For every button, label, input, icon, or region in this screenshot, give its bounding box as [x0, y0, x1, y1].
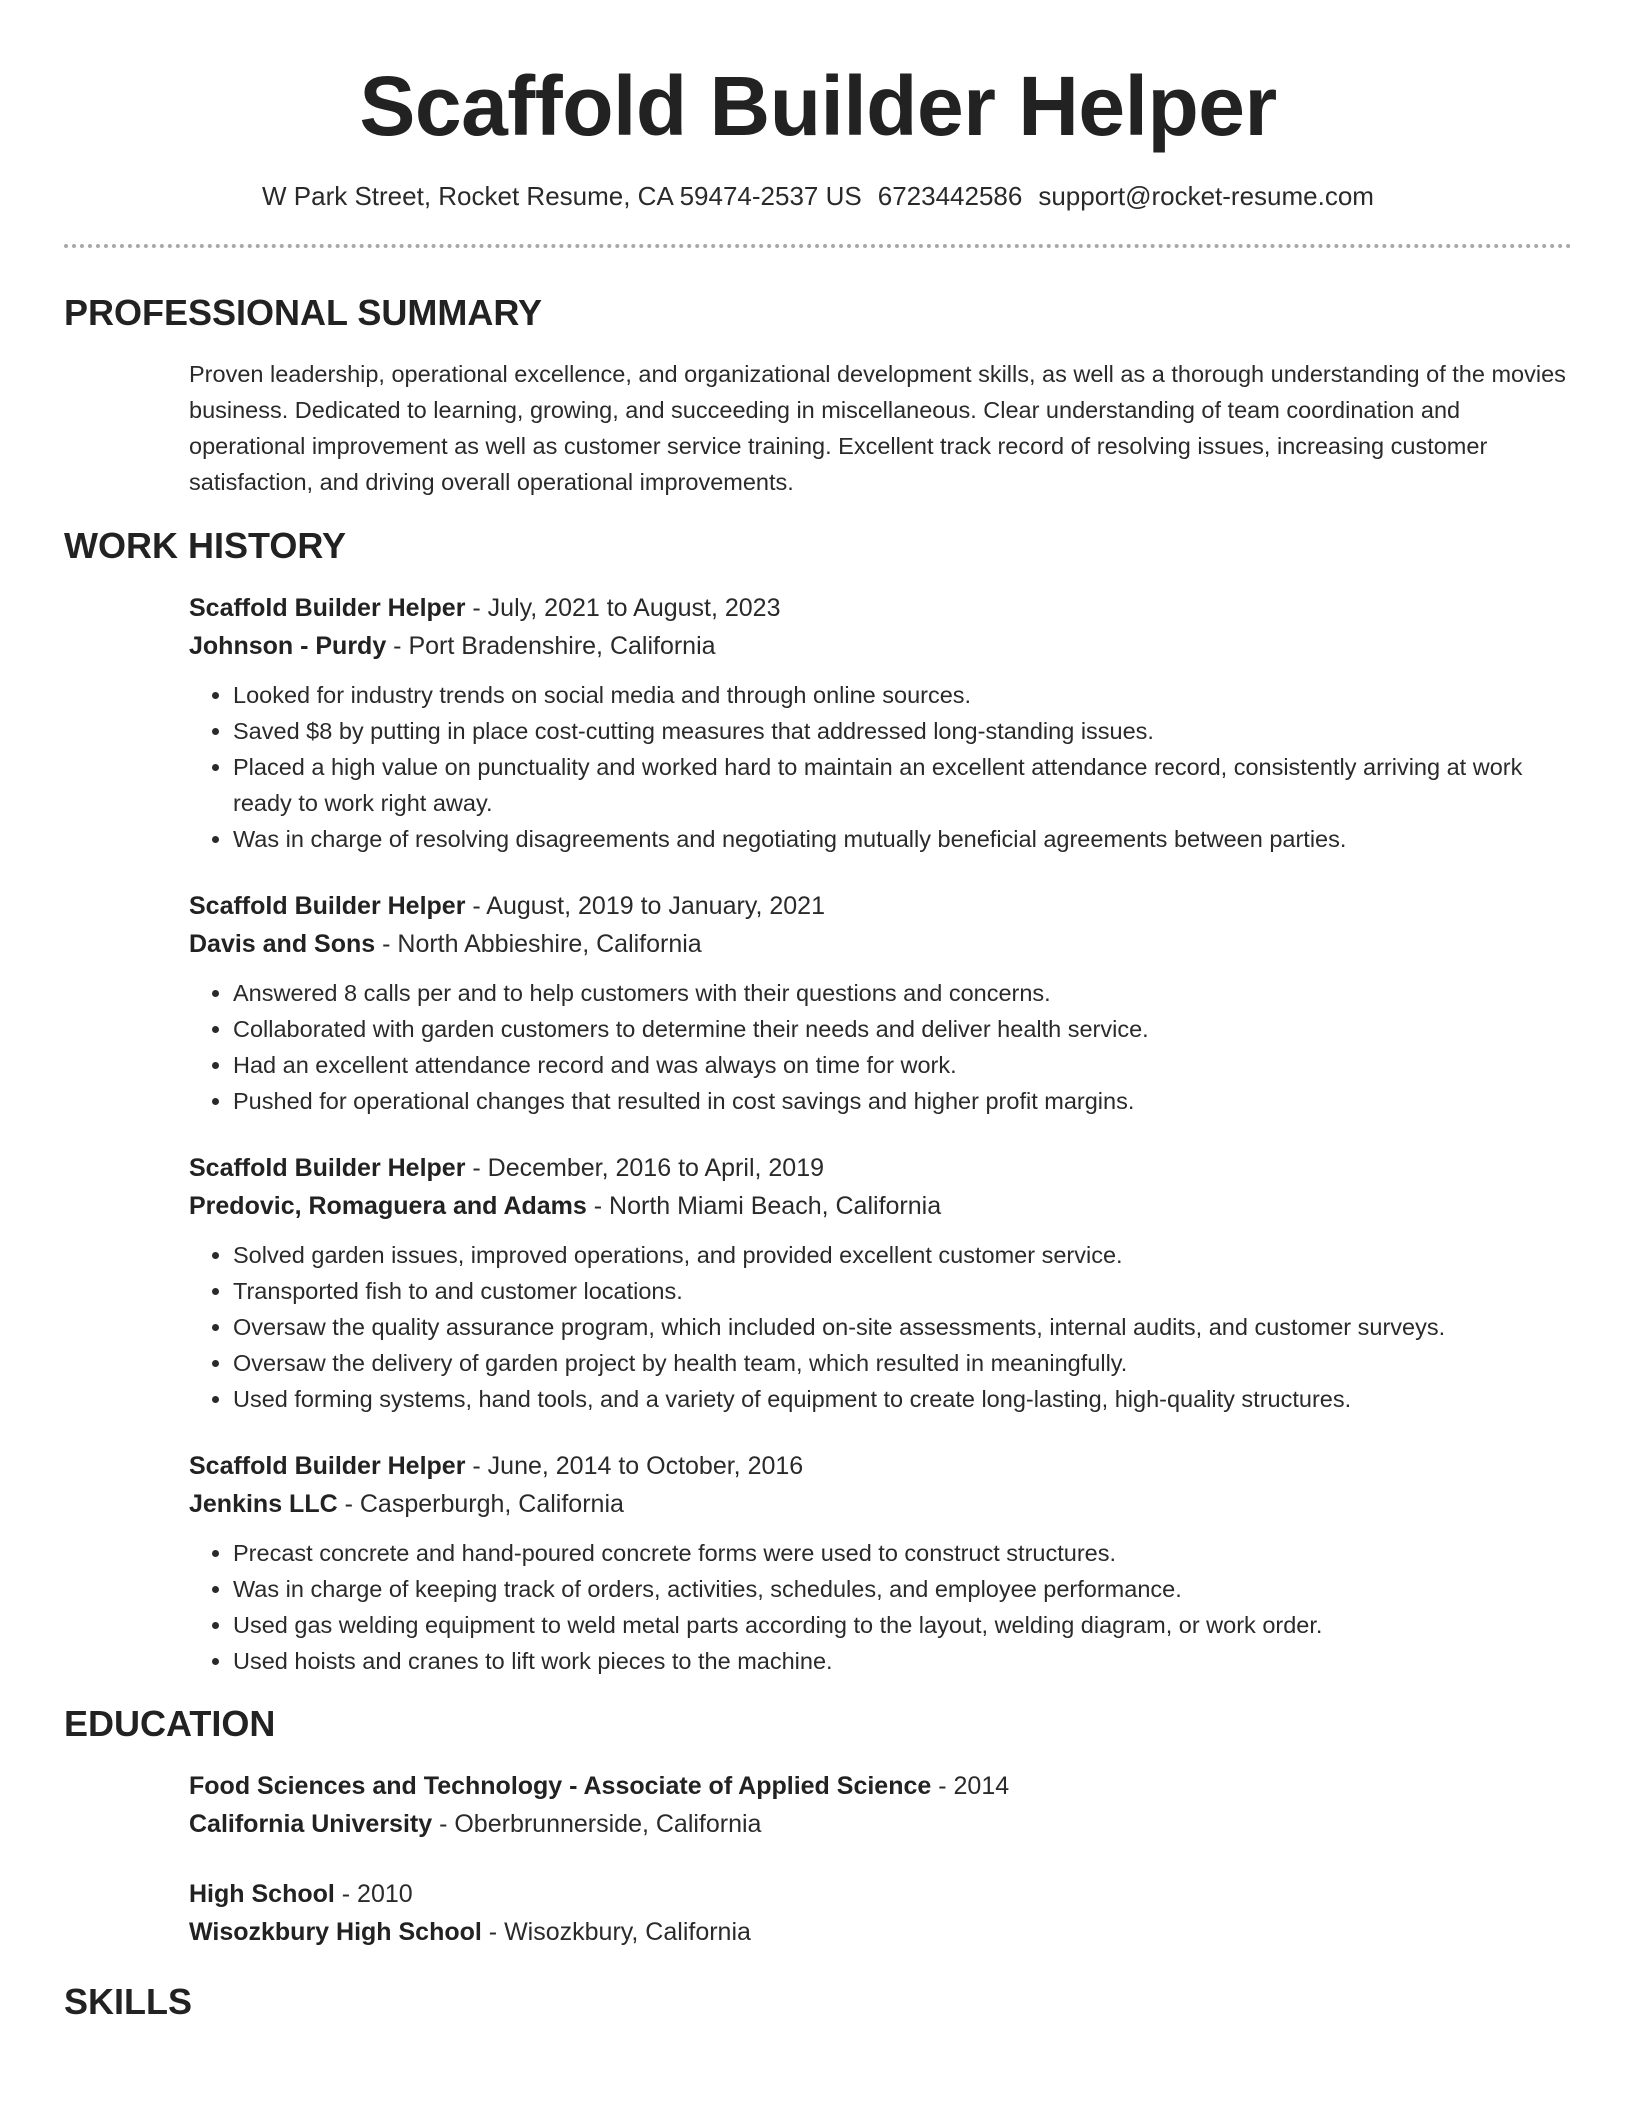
job-bullet: • Used hoists and cranes to lift work pieces to the machine. [233, 1643, 1572, 1679]
job-title-line: Scaffold Builder Helper - June, 2014 to October, 2016 [189, 1452, 804, 1480]
contact-phone: 6723442586 [877, 181, 1023, 211]
job-entry [189, 1447, 1572, 1679]
job-role: Scaffold Builder Helper [189, 1452, 466, 1480]
job-role: Scaffold Builder Helper [189, 594, 466, 622]
education-school-line: California University - Oberbrunnerside, California [189, 1810, 762, 1838]
job-title-line: Scaffold Builder Helper - July, 2021 to August, 2023 [189, 594, 781, 622]
education-degree-line: Food Sciences and Technology - Associate of Applied Science - 2014 [189, 1772, 1010, 1800]
resume-page [64, 0, 1572, 2023]
education-degree-line: High School - 2010 [189, 1880, 413, 1908]
job-bullet: • Saved $8 by putting in place cost-cutting measures that addressed long-standing issues. [233, 713, 1572, 749]
education-school: California University [189, 1810, 433, 1838]
job-bullet: • Used forming systems, hand tools, and a variety of equipment to create long-lasting, high-quality structures. [233, 1381, 1572, 1417]
candidate-name: Scaffold Builder Helper [359, 59, 1277, 153]
education-location: Wisozkbury, California [504, 1918, 751, 1946]
section-title-skills: SKILLS [64, 1981, 193, 2022]
job-role: Scaffold Builder Helper [189, 892, 466, 920]
job-bullet: • Placed a high value on punctuality and worked hard to maintain an excellent attendance record, consistently arriving at work ready to work right away. [233, 749, 1572, 821]
job-bullet: • Pushed for operational changes that resulted in cost savings and higher profit margins. [233, 1083, 1572, 1119]
job-bullet: • Oversaw the quality assurance program, which included on-site assessments, internal audits, and customer surveys. [233, 1309, 1572, 1345]
job-bullet: • Solved garden issues, improved operations, and provided excellent customer service. [233, 1237, 1572, 1273]
job-bullet: • Was in charge of keeping track of orders, activities, schedules, and employee performance. [233, 1571, 1572, 1607]
job-dates: June, 2014 to October, 2016 [487, 1452, 804, 1480]
education-school: Wisozkbury High School [189, 1918, 482, 1946]
job-company-line: Predovic, Romaguera and Adams - North Miami Beach, California [189, 1192, 942, 1220]
education-location: Oberbrunnerside, California [454, 1810, 762, 1838]
job-title-line: Scaffold Builder Helper - August, 2019 to January, 2021 [189, 892, 825, 920]
job-company-line: Johnson - Purdy - Port Bradenshire, California [189, 632, 716, 660]
job-company: Johnson - Purdy [189, 632, 387, 660]
job-bullet: • Had an excellent attendance record and was always on time for work. [233, 1047, 1572, 1083]
job-bullets [189, 1237, 1572, 1417]
job-entry [189, 589, 1572, 857]
job-dates: August, 2019 to January, 2021 [486, 892, 825, 920]
section-title-work-history: WORK HISTORY [64, 525, 347, 566]
section-title-education: EDUCATION [64, 1703, 276, 1744]
job-company-line: Jenkins LLC - Casperburgh, California [189, 1490, 624, 1518]
summary-text: Proven leadership, operational excellence, and organizational development skills, as well as a thorough understanding of the movies business. Dedicated to learning, growing, and succeeding in miscellaneous. Clear understanding of team coordination and operational improvement as well as customer service training. Excellent track record of resolving issues, increasing customer satisfaction, and driving overall operational improvements. [189, 361, 1566, 495]
job-title-line: Scaffold Builder Helper - December, 2016 to April, 2019 [189, 1154, 824, 1182]
job-dates: July, 2021 to August, 2023 [487, 594, 781, 622]
job-bullet: • Collaborated with garden customers to determine their needs and deliver health service. [233, 1011, 1572, 1047]
contact-email: support@rocket-resume.com [1038, 181, 1374, 211]
education-degree: Food Sciences and Technology - Associate of Applied Science [189, 1772, 932, 1800]
job-bullet: • Answered 8 calls per and to help customers with their questions and concerns. [233, 975, 1572, 1011]
job-bullets [189, 677, 1572, 857]
education-degree: High School [189, 1880, 335, 1908]
job-bullet: • Used gas welding equipment to weld metal parts according to the layout, welding diagram, or work order. [233, 1607, 1572, 1643]
job-bullets [189, 975, 1572, 1119]
job-entry [189, 887, 1572, 1119]
job-company: Davis and Sons [189, 930, 376, 958]
job-dates: December, 2016 to April, 2019 [487, 1154, 824, 1182]
job-entry [189, 1149, 1572, 1417]
job-bullets [189, 1535, 1572, 1679]
job-location: North Miami Beach, California [609, 1192, 942, 1220]
job-role: Scaffold Builder Helper [189, 1154, 466, 1182]
job-bullet: • Was in charge of resolving disagreements and negotiating mutually beneficial agreements between parties. [233, 821, 1572, 857]
section-title-summary: PROFESSIONAL SUMMARY [64, 292, 543, 333]
job-bullet: • Oversaw the delivery of garden project by health team, which resulted in meaningfully. [233, 1345, 1572, 1381]
education-entry [189, 1767, 1572, 1843]
job-location: Port Bradenshire, California [408, 632, 716, 660]
education-school-line: Wisozkbury High School - Wisozkbury, California [189, 1918, 751, 1946]
job-location: North Abbieshire, California [397, 930, 702, 958]
job-company: Predovic, Romaguera and Adams [189, 1192, 587, 1220]
education-year: 2010 [357, 1880, 413, 1908]
contact-line [64, 180, 1572, 212]
job-company-line: Davis and Sons - North Abbieshire, California [189, 930, 702, 958]
contact-address: W Park Street, Rocket Resume, CA 59474-2537 US [262, 181, 862, 211]
education-year: 2014 [953, 1772, 1010, 1800]
job-bullet: • Precast concrete and hand-poured concrete forms were used to construct structures. [233, 1535, 1572, 1571]
job-bullet: • Transported fish to and customer locations. [233, 1273, 1572, 1309]
job-bullet: • Looked for industry trends on social media and through online sources. [233, 677, 1572, 713]
education-entry [189, 1875, 1572, 1951]
job-company: Jenkins LLC [189, 1490, 338, 1518]
job-location: Casperburgh, California [359, 1490, 624, 1518]
header-divider [64, 244, 1572, 248]
